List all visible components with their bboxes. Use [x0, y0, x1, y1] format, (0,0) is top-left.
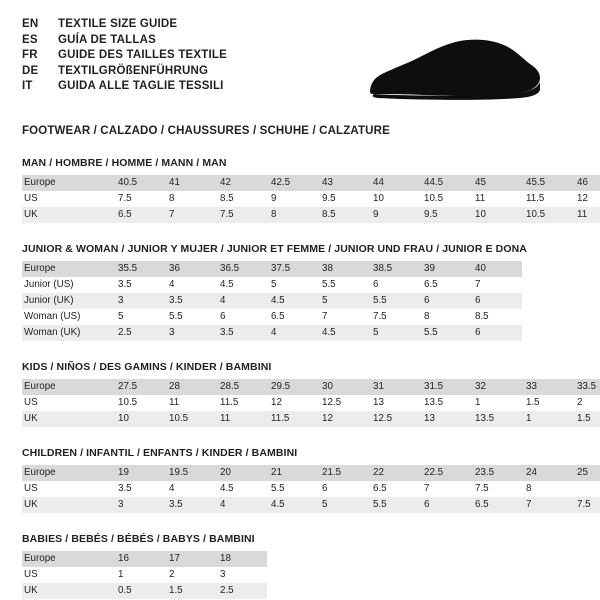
size-cell: 18 [216, 551, 267, 567]
size-cell: 43 [318, 175, 369, 191]
size-cell: 46 [573, 175, 600, 191]
table-row [22, 379, 600, 395]
language-code: FR [22, 49, 38, 61]
size-cell: 11 [169, 397, 180, 408]
size-cell: 19 [114, 465, 165, 481]
size-cell: 13.5 [424, 397, 444, 408]
size-cell: 10.5 [522, 207, 573, 223]
size-cell: 10 [114, 411, 165, 427]
size-cell: 22 [369, 465, 420, 481]
size-cell: 7 [424, 483, 430, 494]
size-cell: 11.5 [267, 411, 318, 427]
size-cell: 8 [267, 207, 318, 223]
row-label: US [24, 483, 38, 494]
size-cell: 6.5 [373, 483, 387, 494]
size-group [22, 447, 591, 513]
size-cell: 8.5 [318, 207, 369, 223]
size-cell: 7.5 [475, 483, 489, 494]
size-cell: 25 [573, 465, 600, 481]
size-cell: 8.5 [220, 193, 234, 204]
size-cell: 6 [420, 293, 471, 309]
size-cell: 16 [114, 551, 165, 567]
size-group [22, 533, 578, 599]
size-cell: 17 [165, 551, 216, 567]
row-label: Europe [22, 551, 114, 567]
size-cell: 3 [114, 293, 165, 309]
size-cell: 31.5 [420, 379, 471, 395]
size-cell: 3.5 [216, 325, 267, 341]
table-row [22, 551, 267, 567]
size-table [22, 551, 267, 599]
size-cell: 7 [165, 207, 216, 223]
size-cell: 27.5 [114, 379, 165, 395]
size-cell: 12.5 [369, 411, 420, 427]
size-cell: 28.5 [216, 379, 267, 395]
size-cell: 8.5 [475, 311, 489, 322]
size-cell: 44 [369, 175, 420, 191]
size-cell: 22.5 [420, 465, 471, 481]
size-cell: 6 [471, 325, 522, 341]
size-cell: 4.5 [267, 497, 318, 513]
size-cell: 8 [526, 483, 532, 494]
table-row [22, 207, 600, 223]
language-code: IT [22, 80, 33, 92]
row-label: Europe [22, 379, 114, 395]
size-table [22, 261, 522, 341]
size-cell: 4.5 [220, 483, 234, 494]
size-cell: 3 [165, 325, 216, 341]
language-title: GUIDA ALLE TAGLIE TESSILI [58, 80, 224, 92]
size-cell: 10.5 [165, 411, 216, 427]
size-cell: 7 [522, 497, 573, 513]
size-cell: 8 [424, 311, 430, 322]
size-cell: 4.5 [220, 279, 234, 290]
size-cell: 33.5 [573, 379, 600, 395]
size-group-title: JUNIOR & WOMAN / JUNIOR Y MUJER / JUNIOR ET FEMME / JUNIOR UND FRAU / JUNIOR E DONA [22, 243, 527, 255]
table-row [22, 277, 522, 293]
size-cell: 5.5 [169, 311, 183, 322]
language-code: EN [22, 18, 39, 30]
row-label: Junior (US) [24, 279, 74, 290]
size-cell: 12.5 [322, 397, 342, 408]
row-label: US [24, 397, 38, 408]
size-cell: 8 [169, 193, 175, 204]
size-table [22, 175, 600, 223]
row-label: Europe [22, 175, 114, 191]
size-cell: 4 [216, 497, 267, 513]
size-cell: 6.5 [471, 497, 522, 513]
size-cell: 13 [420, 411, 471, 427]
table-row [22, 325, 522, 341]
size-cell: 2.5 [114, 325, 165, 341]
table-row [22, 481, 600, 497]
size-cell: 6 [373, 279, 379, 290]
row-label: Europe [22, 465, 114, 481]
size-cell: 5.5 [369, 497, 420, 513]
size-cell: 23.5 [471, 465, 522, 481]
row-label: Woman (UK) [22, 325, 114, 341]
size-group [22, 243, 578, 341]
size-cell: 6.5 [114, 207, 165, 223]
language-title-body [22, 18, 227, 96]
size-cell: 5 [271, 279, 277, 290]
size-table [22, 465, 600, 513]
size-cell: 9.5 [322, 193, 336, 204]
size-cell: 6 [471, 293, 522, 309]
language-code: DE [22, 64, 39, 77]
size-cell: 39 [420, 261, 471, 277]
language-title: GUÍA DE TALLAS [58, 33, 156, 46]
size-cell: 19.5 [165, 465, 216, 481]
size-cell: 4 [216, 293, 267, 309]
size-cell: 12 [271, 397, 282, 408]
size-cell: 10.5 [424, 193, 444, 204]
size-cell: 1.5 [573, 411, 600, 427]
size-cell: 21 [267, 465, 318, 481]
size-cell: 12 [318, 411, 369, 427]
size-cell: 4.5 [267, 293, 318, 309]
size-cell: 6.5 [424, 279, 438, 290]
page-title: FOOTWEAR / CALZADO / CHAUSSURES / SCHUHE / CALZATURE [22, 125, 390, 137]
table-row [22, 309, 522, 325]
size-cell: 40.5 [114, 175, 165, 191]
size-cell: 45.5 [522, 175, 573, 191]
size-cell: 5.5 [369, 293, 420, 309]
size-cell: 36.5 [216, 261, 267, 277]
size-cell: 24 [522, 465, 573, 481]
language-title-list [22, 18, 227, 96]
size-cell: 5 [318, 497, 369, 513]
size-cell: 7.5 [373, 311, 387, 322]
size-cell: 6 [420, 497, 471, 513]
size-cell: 38 [318, 261, 369, 277]
size-cell: 1.5 [165, 583, 216, 599]
dress-shoe-icon [364, 34, 544, 109]
size-group-title: CHILDREN / INFANTIL / ENFANTS / KINDER / BAMBINI [22, 447, 298, 459]
size-cell: 41 [165, 175, 216, 191]
size-cell: 4 [169, 483, 175, 494]
size-cell: 7 [322, 311, 328, 322]
size-cell: 13.5 [471, 411, 522, 427]
size-cell: 33 [522, 379, 573, 395]
language-title: GUIDE DES TAILLES TEXTILE [58, 49, 227, 61]
size-cell: 10 [373, 193, 384, 204]
language-row [22, 65, 227, 81]
size-cell: 10.5 [118, 397, 138, 408]
row-label: Junior (UK) [22, 293, 114, 309]
size-cell: 7.5 [118, 193, 132, 204]
size-cell: 4.5 [318, 325, 369, 341]
table-row [22, 395, 600, 411]
size-cell: 0.5 [114, 583, 165, 599]
size-cell: 5 [118, 311, 124, 322]
size-cell: 11.5 [220, 397, 239, 408]
row-label: UK [22, 207, 114, 223]
size-cell: 20 [216, 465, 267, 481]
size-cell: 38.5 [369, 261, 420, 277]
language-row [22, 80, 227, 96]
row-label: UK [22, 411, 114, 427]
size-cell: 21.5 [318, 465, 369, 481]
size-group [22, 361, 597, 427]
size-group [22, 157, 588, 223]
size-cell: 10 [471, 207, 522, 223]
size-group-title: MAN / HOMBRE / HOMME / MANN / MAN [22, 157, 227, 169]
table-row [22, 293, 522, 309]
language-row [22, 18, 227, 34]
size-cell: 7 [475, 279, 481, 290]
size-cell: 5.5 [271, 483, 285, 494]
size-cell: 4 [169, 279, 175, 290]
size-cell: 6 [322, 483, 328, 494]
table-row [22, 465, 600, 481]
size-cell: 11 [475, 193, 486, 204]
size-cell: 42 [216, 175, 267, 191]
size-cell: 1 [118, 569, 124, 580]
size-cell: 2 [169, 569, 175, 580]
row-label: US [24, 569, 38, 580]
size-cell: 35.5 [114, 261, 165, 277]
row-label: US [24, 193, 38, 204]
page-header [22, 18, 578, 109]
size-cell: 7.5 [573, 497, 600, 513]
size-cell: 13 [373, 397, 384, 408]
table-row [22, 497, 600, 513]
row-label: UK [22, 497, 114, 513]
size-table [22, 379, 600, 427]
size-cell: 9 [369, 207, 420, 223]
size-cell: 3 [114, 497, 165, 513]
size-tables-container [22, 157, 597, 599]
size-cell: 11 [573, 207, 600, 223]
size-cell: 5 [369, 325, 420, 341]
language-row [22, 49, 227, 65]
size-cell: 3 [220, 569, 226, 580]
size-cell: 5 [318, 293, 369, 309]
size-cell: 9.5 [420, 207, 471, 223]
size-cell: 4 [267, 325, 318, 341]
size-cell: 32 [471, 379, 522, 395]
size-group-title: BABIES / BEBÉS / BÉBÉS / BABYS / BAMBINI [22, 533, 255, 545]
table-row [22, 583, 267, 599]
table-row [22, 261, 522, 277]
size-cell: 44.5 [420, 175, 471, 191]
size-cell: 3.5 [118, 483, 132, 494]
row-label: Woman (US) [24, 311, 81, 322]
size-cell: 11 [216, 411, 267, 427]
language-code: ES [22, 33, 38, 46]
size-cell: 11.5 [526, 193, 545, 204]
size-cell: 5.5 [322, 279, 336, 290]
size-cell: 40 [471, 261, 522, 277]
size-cell: 5.5 [420, 325, 471, 341]
language-row [22, 34, 227, 50]
size-cell: 30 [318, 379, 369, 395]
size-cell: 3.5 [165, 293, 216, 309]
size-cell: 1.5 [526, 397, 540, 408]
size-cell: 6 [220, 311, 226, 322]
size-cell: 7.5 [216, 207, 267, 223]
size-cell: 29.5 [267, 379, 318, 395]
table-row [22, 191, 600, 207]
size-cell: 1 [475, 397, 481, 408]
size-cell: 28 [165, 379, 216, 395]
row-label: UK [22, 583, 114, 599]
language-title: TEXTILGRÖßENFÜHRUNG [58, 64, 209, 77]
size-cell: 42.5 [267, 175, 318, 191]
size-cell [573, 481, 600, 497]
size-cell: 6.5 [271, 311, 285, 322]
table-row [22, 411, 600, 427]
language-title: TEXTILE SIZE GUIDE [58, 18, 178, 30]
size-cell: 12 [577, 193, 588, 204]
size-cell: 3.5 [118, 279, 132, 290]
size-cell: 45 [471, 175, 522, 191]
size-cell: 31 [369, 379, 420, 395]
size-cell: 2.5 [216, 583, 267, 599]
size-cell: 3.5 [165, 497, 216, 513]
size-cell: 37.5 [267, 261, 318, 277]
size-group-title: KIDS / NIÑOS / DES GAMINS / KINDER / BAMBINI [22, 361, 272, 373]
table-row [22, 175, 600, 191]
size-cell: 1 [522, 411, 573, 427]
size-cell: 9 [271, 193, 277, 204]
row-label: Europe [22, 261, 114, 277]
size-cell: 2 [577, 397, 583, 408]
table-row [22, 567, 267, 583]
size-cell: 36 [165, 261, 216, 277]
